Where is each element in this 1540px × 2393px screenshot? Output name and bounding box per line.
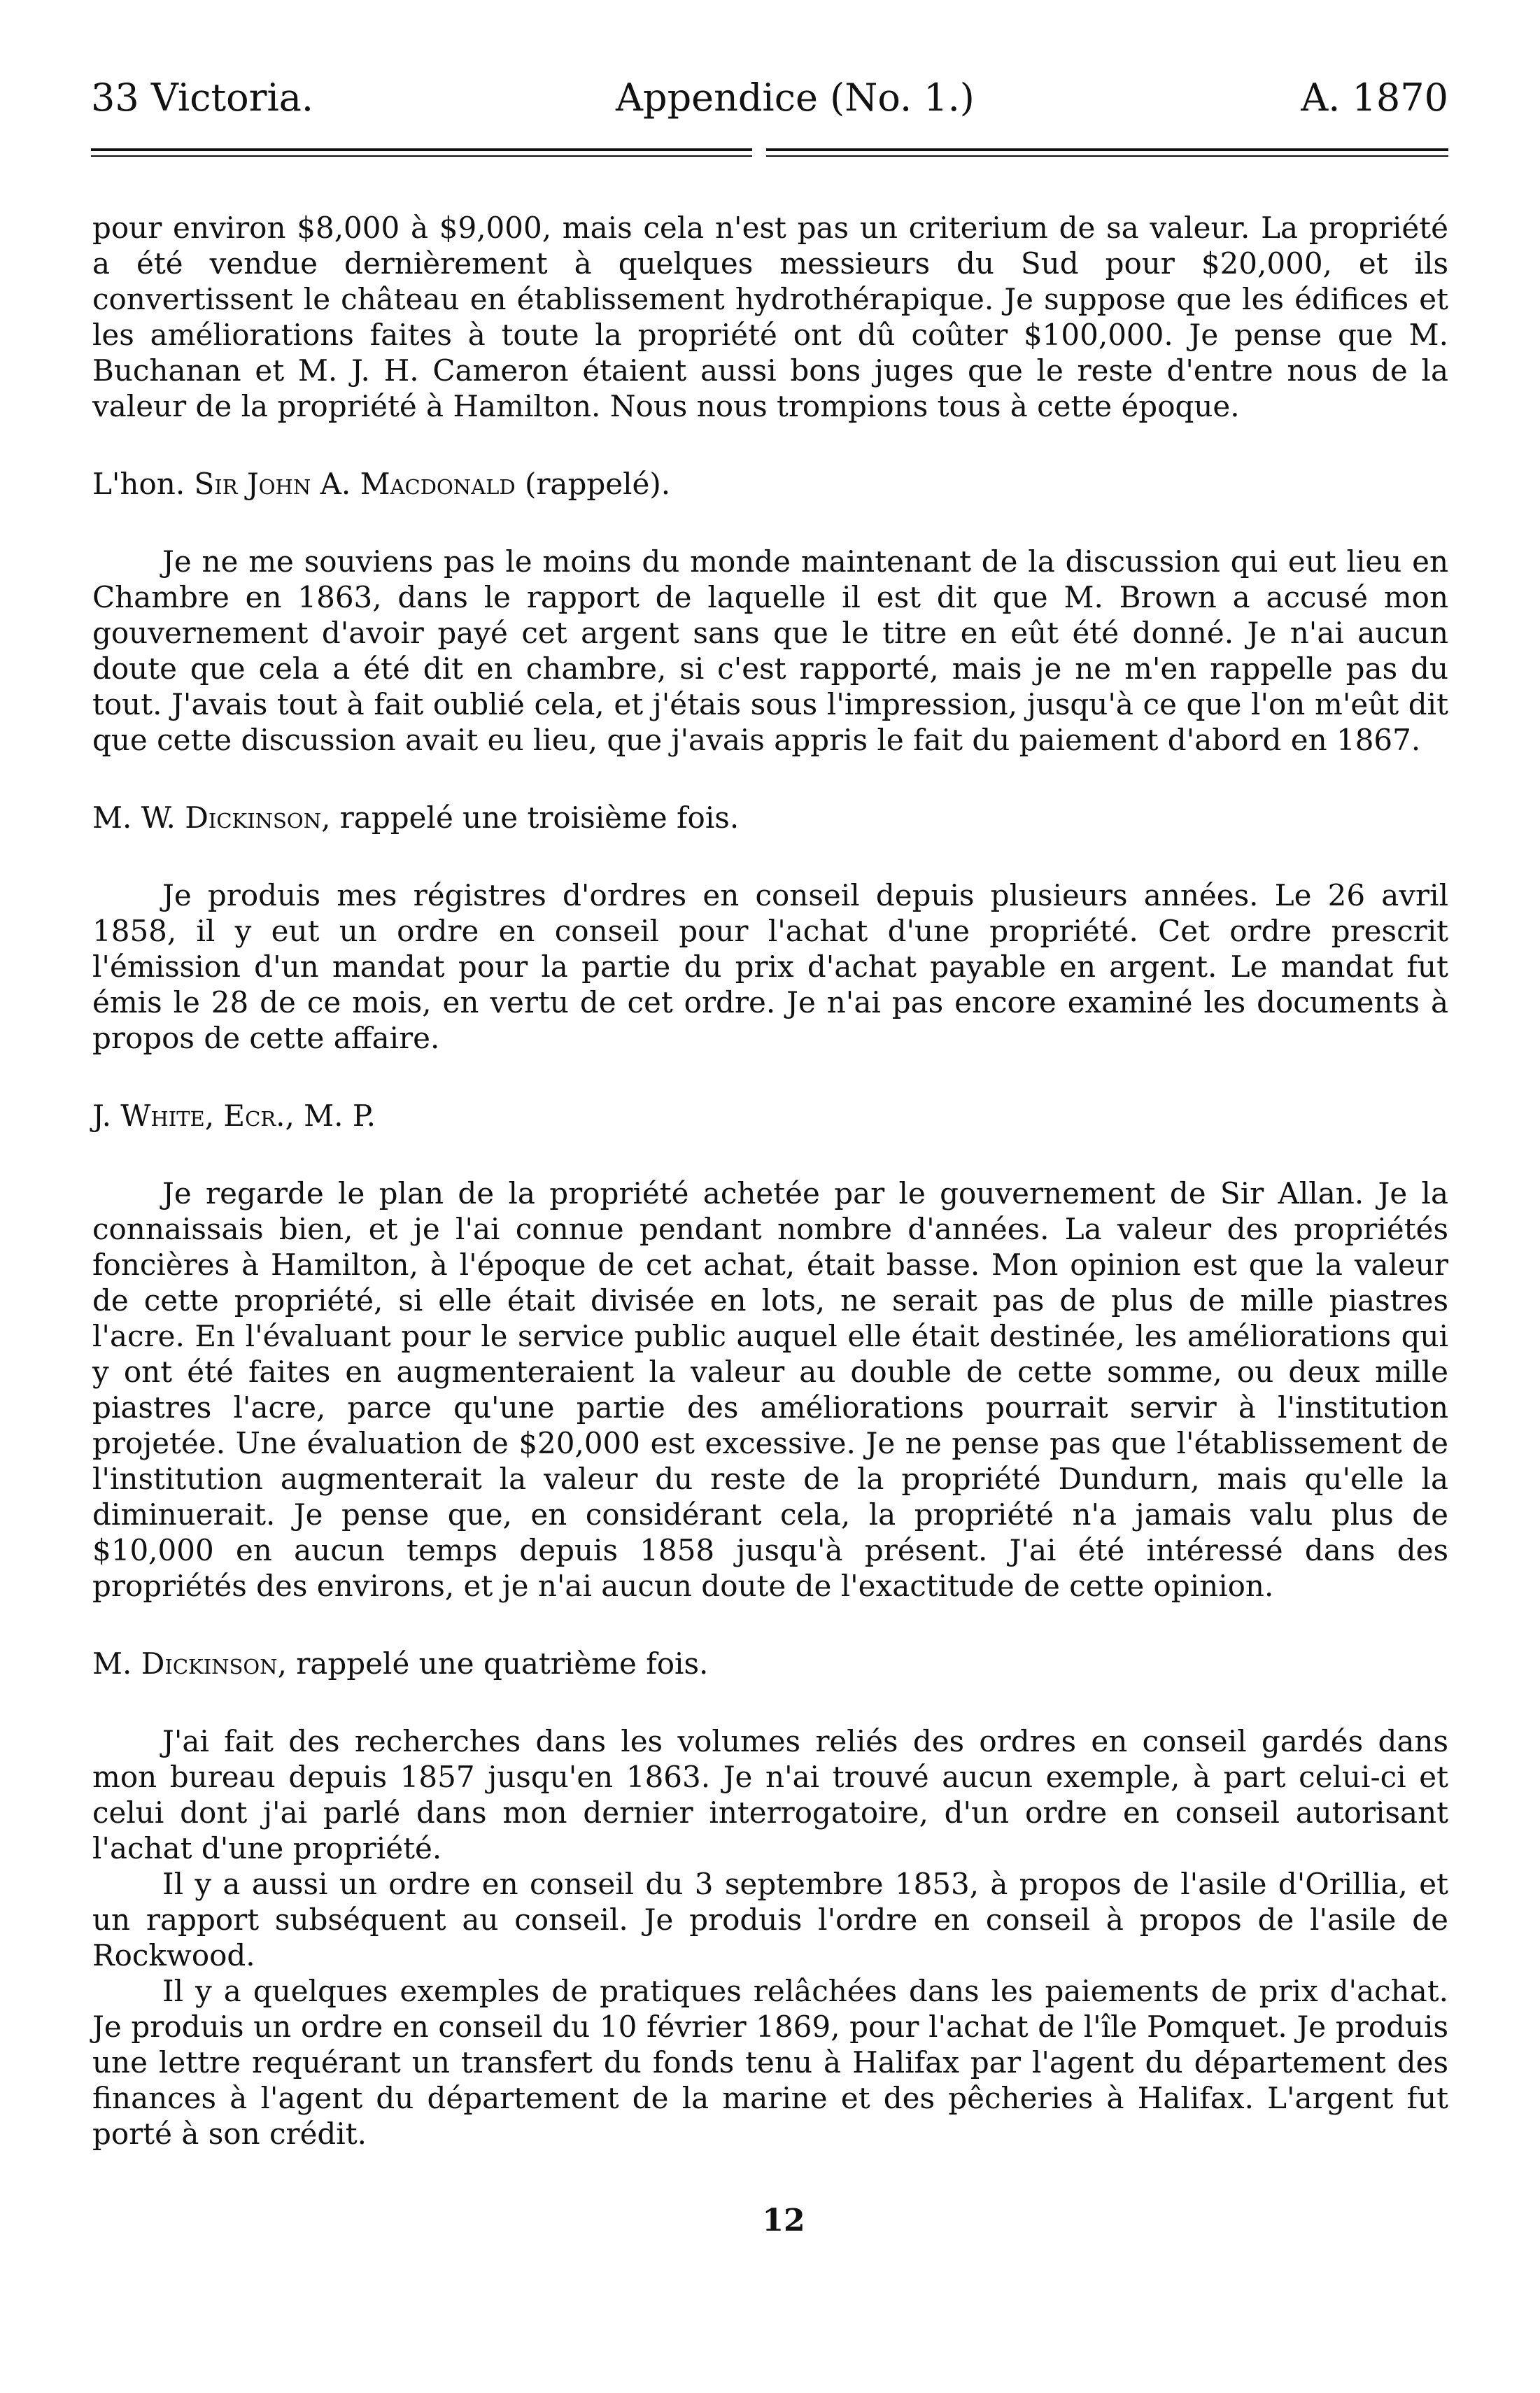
- paragraph: Je produis mes régistres d'ordres en conseil depuis plusieurs années. Le 26 avril 1858, il y eut un ordre en conseil pour l'achat d'une propriété. Cet ordre prescrit l'émission d'un mandat pour la partie du prix d'achat payable en argent. Le mandat fut émis le 28 de ce mois, en vertu de cet ordre. Je n'ai pas encore examiné les documents à propos de cette affaire.: [92, 878, 1448, 1055]
- speaker-heading: [92, 1098, 1448, 1134]
- speaker-suffix: (rappelé).: [515, 467, 671, 501]
- speaker-suffix: , rappelé une quatrième fois.: [277, 1646, 709, 1681]
- paragraph: Je regarde le plan de la propriété achetée par le gouvernement de Sir Allan. Je la connaissais bien, et je l'ai connue pendant nombre d'années. La valeur des propriétés foncières à Hamilton, à l'époque de cet achat, était basse. Mon opinion est que la valeur de cette propriété, si elle était divisée en lots, ne serait pas de plus de mille piastres l'acre. En l'évaluant pour le service public auquel elle était destinée, les améliorations qui y ont été faites en augmenteraient la valeur au double de cette somme, ou deux mille piastres l'acre, parce qu'une partie des améliorations pourrait servir à l'institution projetée. Une évaluation de $20,000 est excessive. Je ne pense pas que l'établissement de l'institution augmenterait la valeur du reste de la propriété Dundurn, mais qu'elle la diminuerait. Je pense que, en considérant cela, la propriété n'a jamais valu plus de $10,000 en aucun temps depuis 1858 jusqu'à présent. J'ai été intéressé dans des propriétés des environs, et je n'ai aucun doute de l'exactitude de cette opinion.: [92, 1176, 1448, 1603]
- speaker-name: Sir John A. Macdonald: [194, 467, 516, 501]
- running-header: [91, 70, 1448, 126]
- paragraph: Je ne me souviens pas le moins du monde maintenant de la discussion qui eut lieu en Chambre en 1863, dans le rapport de laquelle il est dit que M. Brown a accusé mon gouvernement d'avoir payé cet argent sans que le titre en eût été donné. Je n'ai aucun doute que cela a été dit en chambre, si c'est rapporté, mais je ne m'en rappelle pas du tout. J'avais tout à fait oublié cela, et j'étais sous l'impression, jusqu'à ce que l'on m'eût dit que cette discussion avait eu lieu, que j'avais appris le fait du paiement d'abord en 1867.: [92, 544, 1448, 757]
- speaker-prefix: J.: [92, 1099, 121, 1133]
- paragraph: J'ai fait des recherches dans les volumes reliés des ordres en conseil gardés dans mon bureau depuis 1857 jusqu'en 1863. Je n'ai trouvé aucun exemple, à part celui-ci et celui dont j'ai parlé dans mon dernier interrogatoire, d'un ordre en conseil autorisant l'achat d'une propriété.: [92, 1724, 1448, 1865]
- speaker-prefix: M. W.: [92, 800, 185, 835]
- speaker-suffix: , rappelé une troisième fois.: [321, 800, 740, 835]
- paragraph: Il y a quelques exemples de pratiques relâchées dans les paiements de prix d'achat. Je produis un ordre en conseil du 10 février 1869, pour l'achat de l'île Pomquet. Je produis une lettre requérant un transfert du fonds tenu à Halifax par l'agent du département des finances à l'agent du département de la marine et des pêcheries à Halifax. L'argent fut porté à son crédit.: [92, 1974, 1448, 2151]
- speaker-prefix: M.: [92, 1646, 141, 1681]
- document-body: [92, 210, 1448, 2152]
- paragraph: Il y a aussi un ordre en conseil du 3 septembre 1853, à propos de l'asile d'Orillia, et un rapport subséquent au conseil. Je produis l'ordre en conseil à propos de l'asile de Rockwood.: [92, 1867, 1448, 1972]
- speaker-heading: [92, 466, 1448, 502]
- speaker-heading: [92, 1646, 1448, 1681]
- header-year: A. 1870: [1301, 76, 1448, 120]
- header-rule-left: [91, 148, 752, 157]
- header-rule-right: [766, 148, 1448, 157]
- header-rule: [91, 148, 1448, 162]
- header-appendix: Appendice (No. 1.): [616, 76, 975, 120]
- speaker-name: Dickinson: [141, 1646, 278, 1681]
- speaker-heading: [92, 800, 1448, 835]
- speaker-prefix: L'hon.: [92, 467, 195, 501]
- paragraph-continued: pour environ $8,000 à $9,000, mais cela n'est pas un criterium de sa valeur. La propriété a été vendue dernièrement à quelques messieurs du Sud pour $20,000, et ils convertissent le château en établissement hydrothérapique. Je suppose que les édifices et les améliorations faites à toute la propriété ont dû coûter $100,000. Je pense que M. Buchanan et M. J. H. Cameron étaient aussi bons juges que le reste d'entre nous de la valeur de la propriété à Hamilton. Nous nous trompions tous à cette époque.: [92, 211, 1448, 423]
- speaker-name: White, Ecr.: [120, 1099, 285, 1133]
- speaker-suffix: , M. P.: [285, 1099, 376, 1133]
- page-number: 12: [762, 2203, 805, 2238]
- speaker-name: Dickinson: [185, 800, 322, 835]
- header-session: 33 Victoria.: [91, 76, 314, 120]
